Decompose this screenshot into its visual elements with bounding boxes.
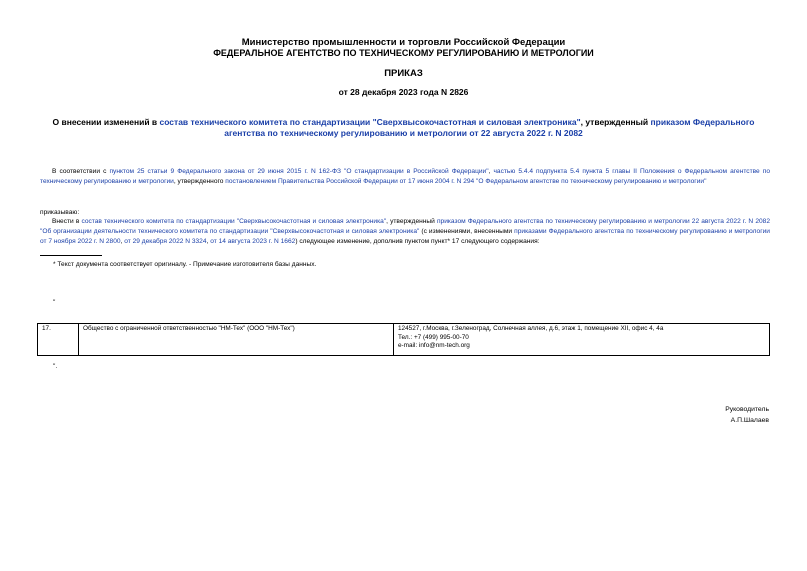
title-text: О внесении изменений в [52,117,160,127]
email-line: e-mail: info@nm-tech.org [398,342,470,349]
order-word: приказываю: [40,209,80,216]
opening-quote: " [53,299,56,306]
paragraph-text: (с изменениями, внесенными [419,228,515,235]
closing-quote: ". [53,363,58,370]
title-text: , утвержденный [580,117,651,127]
amendment-link-3324[interactable]: от 29 декабря 2022 N 3324 [124,238,207,245]
title-link-order[interactable]: приказом Федерального агентства по техническому регулированию и метрологии от 22 августа 2022 г. N 2082 [224,117,755,138]
member-table [37,323,770,356]
title-link-committee[interactable]: состав технического комитета по стандартизации "Сверхвысокочастотная и силовая электроника" [159,117,581,127]
row-number: 17. [38,324,79,356]
paragraph-text: , [488,168,494,175]
footnote-divider [40,255,102,256]
phone-line: Тел.: +7 (499) 995-00-70 [398,333,469,341]
paragraph-text: , утвержденный [386,218,437,225]
order-link[interactable]: приказом Федерального агентства по техническому регулированию и метрологии 22 августа 2022 г. N 2082 "Об организации деятельности технического комитета по стандартизации "Сверхвысокочастотная и силовая электроника" [40,218,770,235]
order-paragraph [40,217,770,247]
document-title [40,117,767,139]
amendment-link-2800[interactable]: приказами Федерального агентства по техническому регулированию и метрологии от 7 ноября 2022 г. N 2800 [40,228,770,245]
signatory-name: А.П.Шалаев [730,417,769,424]
doc-type-heading: ПРИКАЗ [384,68,423,79]
address-line: 124527, г.Москва, г.Зеленоград, Солнечная аллея, д.6, этаж 1, помещение XII, офис 4, 4а [398,325,664,332]
paragraph-text: В соответствии с [52,168,110,175]
paragraph-text: , утвержденного [173,178,226,185]
preamble-paragraph [40,167,770,187]
paragraph-text: Внести в [52,218,82,225]
date-number: от 28 декабря 2023 года N 2826 [338,87,469,97]
table-row [38,324,770,356]
resolution-link[interactable]: постановлением Правительства Российской Федерации от 17 июня 2004 г. N 294 "О Федеральном агентстве по техническому регулированию и метрологии" [225,178,707,185]
ministry-heading: Министерство промышленности и торговли Российской Федерации [241,37,566,48]
paragraph-text: ) следующее изменение, дополнив пунктом пункт* 17 следующего содержания: [295,238,540,245]
regulation-link[interactable]: частью 5.4.4 подпункта 5.4 пункта 5 главы II Положения о Федеральном агентстве по техническому регулированию и метрологии [40,168,770,185]
signatory-position: Руководитель [725,406,769,413]
amendment-link-1662[interactable]: от 14 августа 2023 г. N 1662 [210,238,296,245]
paragraph-text: , [120,238,125,245]
paragraph-text: , [206,238,211,245]
organization-cell: Общество с ограниченной ответственностью "НМ-Тех" (ООО "НМ-Тех") [79,324,394,356]
contact-cell [394,324,770,356]
committee-link[interactable]: состав технического комитета по стандартизации "Сверхвысокочастотная и силовая электроника" [81,218,387,225]
law-link[interactable]: пунктом 25 статьи 9 Федерального закона от 29 июня 2015 г. N 162-ФЗ "О стандартизации в Российской Федерации" [109,168,489,175]
agency-heading: ФЕДЕРАЛЬНОЕ АГЕНТСТВО ПО ТЕХНИЧЕСКОМУ РЕГУЛИРОВАНИЮ И МЕТРОЛОГИИ [213,48,594,58]
footnote: * Текст документа соответствует оригиналу. - Примечание изготовителя базы данных. [53,261,317,268]
